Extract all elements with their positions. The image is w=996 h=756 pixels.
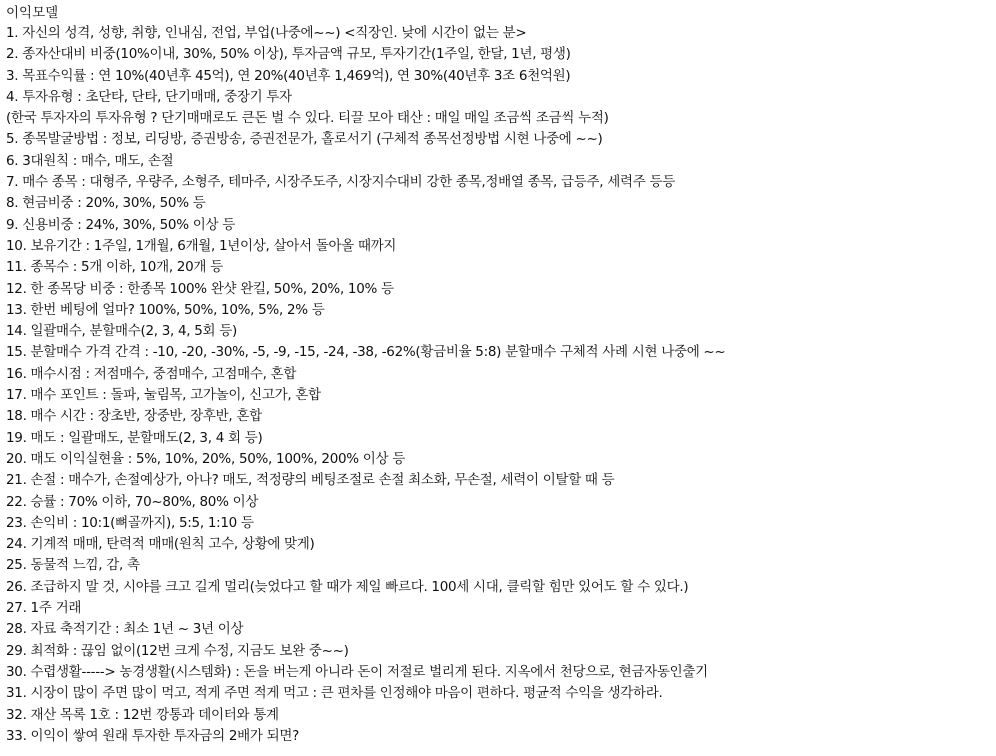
list-item: 12. 한 종목당 비중 : 한종목 100% 완샷 완킬, 50%, 20%, 10% 등 bbox=[6, 280, 394, 297]
list-item: 21. 손절 : 매수가, 손절예상가, 아나? 매도, 적정량의 베팅조절로 손절 최소화, 무손절, 세력이 이탈할 때 등 bbox=[6, 472, 615, 489]
list-item: 27. 1주 거래 bbox=[6, 600, 82, 617]
list-item: 3. 목표수익률 : 연 10%(40년후 45억), 연 20%(40년후 1,469억), 연 30%(40년후 3조 6천억원) bbox=[6, 67, 571, 84]
document-title: 이익모델 bbox=[6, 5, 59, 21]
list-item: 30. 수렵생활-----> 농경생활(시스템화) : 돈을 버는게 아니라 돈이 저절로 벌리게 된다. 지옥에서 천당으로, 현금자동인출기 bbox=[6, 663, 708, 680]
list-item: 16. 매수시점 : 저점매수, 중점매수, 고점매수, 혼합 bbox=[6, 365, 297, 382]
list-item: 23. 손익비 : 10:1(뼈골까지), 5:5, 1:10 등 bbox=[6, 514, 254, 531]
list-item: 32. 재산 목록 1호 : 12번 깡통과 데이터와 통계 bbox=[6, 706, 279, 723]
list-item: 14. 일괄매수, 분할매수(2, 3, 4, 5회 등) bbox=[6, 323, 237, 340]
list-item: 26. 조급하지 말 것, 시야를 크고 길게 멀리(늦었다고 할 때가 제일 빠르다. 100세 시대, 클릭할 힘만 있어도 할 수 있다.) bbox=[6, 578, 689, 595]
list-item: 10. 보유기간 : 1주일, 1개월, 6개월, 1년이상, 살아서 돌아올 때까지 bbox=[6, 237, 397, 254]
list-item: 31. 시장이 많이 주면 많이 먹고, 적게 주면 적게 먹고 : 큰 편차를 인정해야 마음이 편하다. 평균적 수익을 생각하라. bbox=[6, 685, 663, 702]
list-item: 6. 3대원칙 : 매수, 매도, 손절 bbox=[6, 152, 174, 169]
list-item: 28. 자료 축적기간 : 최소 1년 ~ 3년 이상 bbox=[6, 621, 244, 638]
list-item: 5. 종목발굴방법 : 정보, 리딩방, 증권방송, 증권전문가, 홀로서기 (구체적 종목선정방법 시현 나중에 ~~) bbox=[6, 131, 603, 148]
list-item: 1. 자신의 성격, 성향, 취향, 인내심, 전업, 부업(나중에~~) <직장인. 낮에 시간이 없는 분> bbox=[6, 25, 527, 41]
list-item: 2. 종자산대비 비중(10%이내, 30%, 50% 이상), 투자금액 규모, 투자기간(1주일, 한달, 1년, 평생) bbox=[6, 46, 571, 63]
list-item: 15. 분할매수 가격 간격 : -10, -20, -30%, -5, -9, -15, -24, -38, -62%(황금비율 5:8) 분할매수 구체적 사례 시현 나중에 ~~ bbox=[6, 344, 726, 361]
list-item: 8. 현금비중 : 20%, 30%, 50% 등 bbox=[6, 195, 206, 212]
list-item: 17. 매수 포인트 : 돌파, 눌림목, 고가놀이, 신고가, 혼합 bbox=[6, 387, 321, 404]
list-item: 20. 매도 이익실현율 : 5%, 10%, 20%, 50%, 100%, 200% 이상 등 bbox=[6, 450, 406, 467]
list-item: 9. 신용비중 : 24%, 30%, 50% 이상 등 bbox=[6, 216, 235, 233]
list-item: 29. 최적화 : 끊임 없이(12번 크게 수정, 지금도 보완 중~~) bbox=[6, 642, 349, 659]
list-item: 22. 승률 : 70% 이하, 70~80%, 80% 이상 bbox=[6, 493, 259, 510]
list-item: 25. 동물적 느낌, 감, 촉 bbox=[6, 557, 140, 574]
list-item: 24. 기계적 매매, 탄력적 매매(원칙 고수, 상황에 맞게) bbox=[6, 536, 315, 553]
list-item: 13. 한번 베팅에 얼마? 100%, 50%, 10%, 5%, 2% 등 bbox=[6, 301, 325, 318]
list-item: 18. 매수 시간 : 장초반, 장중반, 장후반, 혼합 bbox=[6, 408, 262, 425]
list-item: 7. 매수 종목 : 대형주, 우량주, 소형주, 테마주, 시장주도주, 시장지수대비 강한 종목,정배열 종목, 급등주, 세력주 등등 bbox=[6, 174, 675, 191]
list-item: 11. 종목수 : 5개 이하, 10개, 20개 등 bbox=[6, 259, 223, 276]
list-item: 19. 매도 : 일괄매도, 분할매도(2, 3, 4 회 등) bbox=[6, 429, 263, 446]
rule-list bbox=[6, 23, 990, 747]
list-item: (한국 투자자의 투자유형 ? 단기매매로도 큰돈 벌 수 있다. 티끌 모아 태산 : 매일 매일 조금씩 조금씩 누적) bbox=[6, 110, 609, 127]
list-item: 4. 투자유형 : 초단타, 단타, 단기매매, 중장기 투자 bbox=[6, 88, 292, 105]
list-item: 33. 이익이 쌓여 원래 투자한 투자금의 2배가 되면? bbox=[6, 727, 300, 744]
